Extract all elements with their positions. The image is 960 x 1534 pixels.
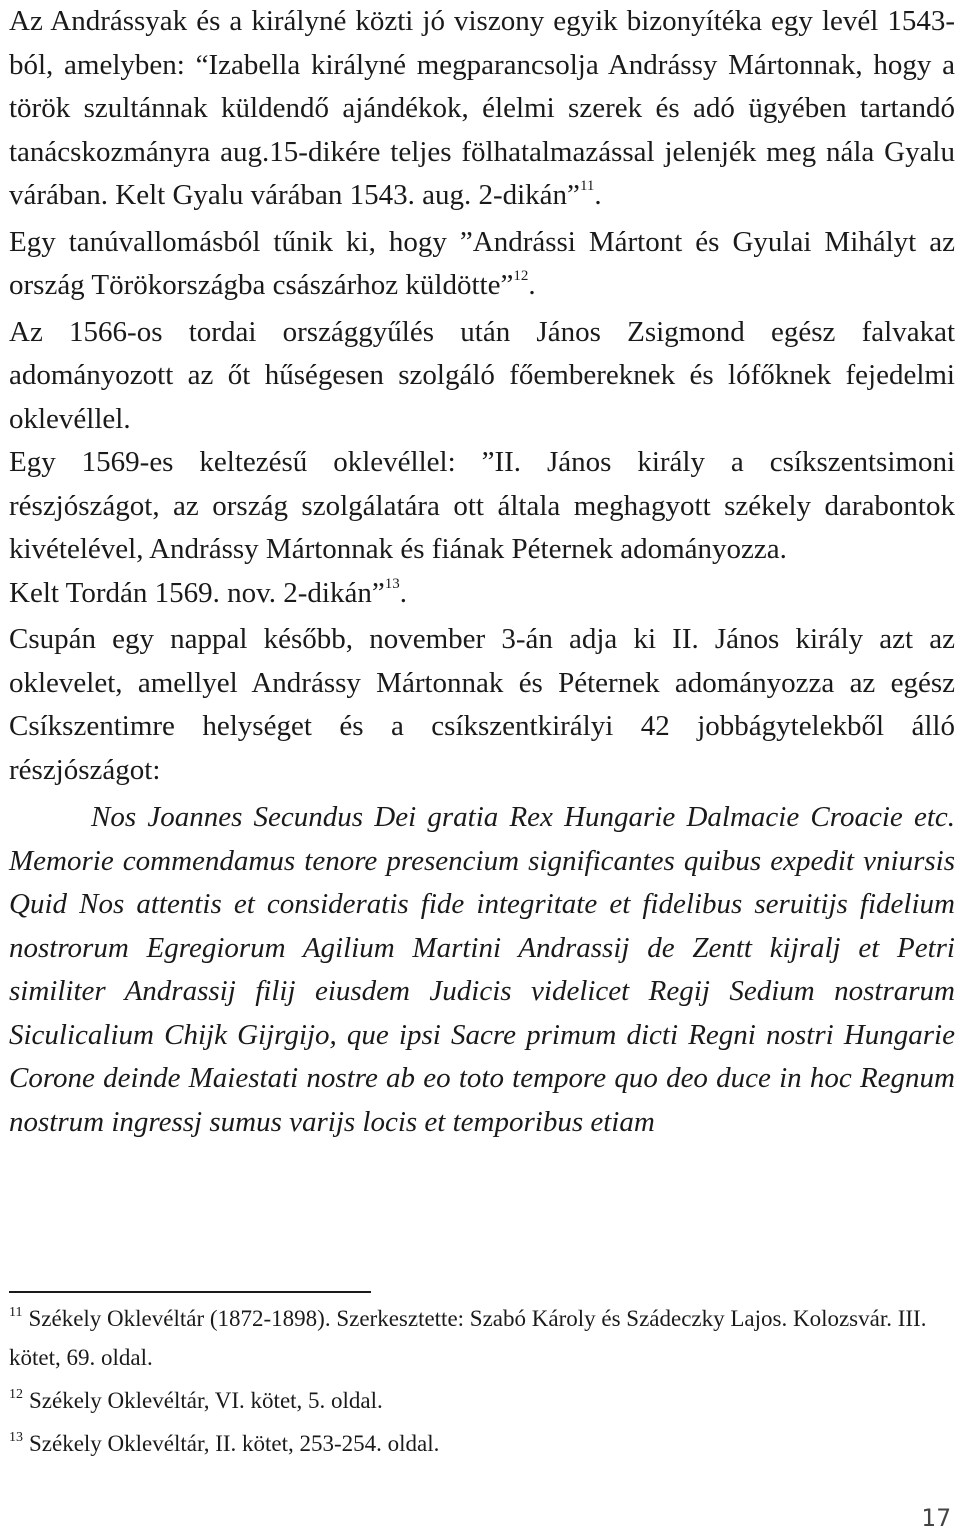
paragraph-1-text: Az Andrássyak és a királyné közti jó viszony egyik bizonyítéka egy levél 1543-ból, amelyben: “Izabella királyné megparancsolja Andrássy Mártonnak, hogy a török szultánnak küldendő ajándékok, élelmi szerek és adó ügyében tartandó tanácskozmányra aug.15-dikére teljes fölhatalmazással jelenjék meg nála Gyalu várában. Kelt Gyalu várában 1543. aug. 2-dikán” [9, 5, 955, 211]
paragraph-4-text: Egy 1569-es keltezésű oklevéllel: ”II. János király a csíkszentsimoni részjószágot, az ország szolgálatára ott általa meghagyott székely darabontok kivételével, Andrássy Mártonnak és fiának Péternek adományozza. [9, 446, 955, 565]
paragraph-6-text: Csupán egy nappal később, november 3-án adja ki II. János király azt az oklevelet, amellyel Andrássy Mártonnak és Péternek adományozza az egész Csíkszentimre helységet és a csíkszentkirályi 42 jobbágytelekből álló részjószágot: [9, 623, 955, 786]
footnote-12 [9, 1381, 955, 1420]
footnote-13 [9, 1424, 955, 1463]
paragraph-1 [9, 0, 955, 218]
latin-charter-quote [9, 796, 955, 1144]
page-number: 17 [921, 1504, 952, 1532]
footnote-text: Székely Oklevéltár (1872-1898). Szerkesztette: Szabó Károly és Szádeczky Lajos. Kolozsvár. III. kötet, 69. oldal. [9, 1306, 927, 1370]
paragraph-2-text: Egy tanúvallomásból tűnik ki, hogy ”Andrássi Mártont és Gyulai Mihályt az ország Törökországba császárhoz küldötte” [9, 225, 955, 301]
paragraph-6 [9, 618, 955, 792]
footnote-divider [9, 1291, 371, 1293]
footnote-text: Székely Oklevéltár, II. kötet, 253-254. oldal. [29, 1431, 440, 1456]
paragraph-1-end: . [594, 179, 602, 211]
paragraph-2-end: . [528, 269, 536, 301]
paragraph-5 [9, 572, 955, 616]
paragraph-2 [9, 221, 955, 308]
footnote-number: 13 [9, 1430, 23, 1445]
paragraph-5-text: Kelt Tordán 1569. nov. 2-dikán” [9, 576, 385, 609]
document-page [9, 0, 955, 1456]
footnote-number: 11 [9, 1305, 23, 1320]
paragraph-3-text: Az 1566-os tordai országgyűlés után János Zsigmond egész falvakat adományozott az őt hűségesen szolgáló főembereknek és lófőknek fejedelmi oklevéllel. [9, 315, 955, 435]
paragraph-5-end: . [399, 576, 407, 609]
footnote-ref-12[interactable]: 12 [513, 268, 529, 284]
body-text [9, 0, 955, 1144]
footnote-ref-13[interactable]: 13 [384, 575, 400, 592]
footnote-ref-11[interactable]: 11 [579, 178, 595, 194]
footnote-number: 12 [9, 1387, 23, 1402]
paragraph-3 [9, 311, 955, 442]
footnote-11 [9, 1299, 955, 1377]
latin-charter-text: Nos Joannes Secundus Dei gratia Rex Hungarie Dalmacie Croacie etc. Memorie commendamus tenore presencium significantes quibus expedit vniursis Quid Nos attentis et consideratis fide integritate et fidelibus seruitijs fidelium nostrorum Egregiorum Agilium Martini Andrassij de Zentt kijralj et Petri similiter Andrassij filij eiusdem Judicis videlicet Regij Sedium nostrarum Siculicalium Chijk Gijrgijo, que ipsi Sacre primum dicti Regni nostri Hungarie Corone deinde Maiestati nostre ab eo toto tempore quo deo duce in hoc Regnum nostrum ingressj sumus varijs locis et temporibus etiam [9, 801, 955, 1138]
footnotes [9, 1299, 955, 1463]
paragraph-4 [9, 441, 955, 572]
footnote-text: Székely Oklevéltár, VI. kötet, 5. oldal. [29, 1388, 383, 1413]
